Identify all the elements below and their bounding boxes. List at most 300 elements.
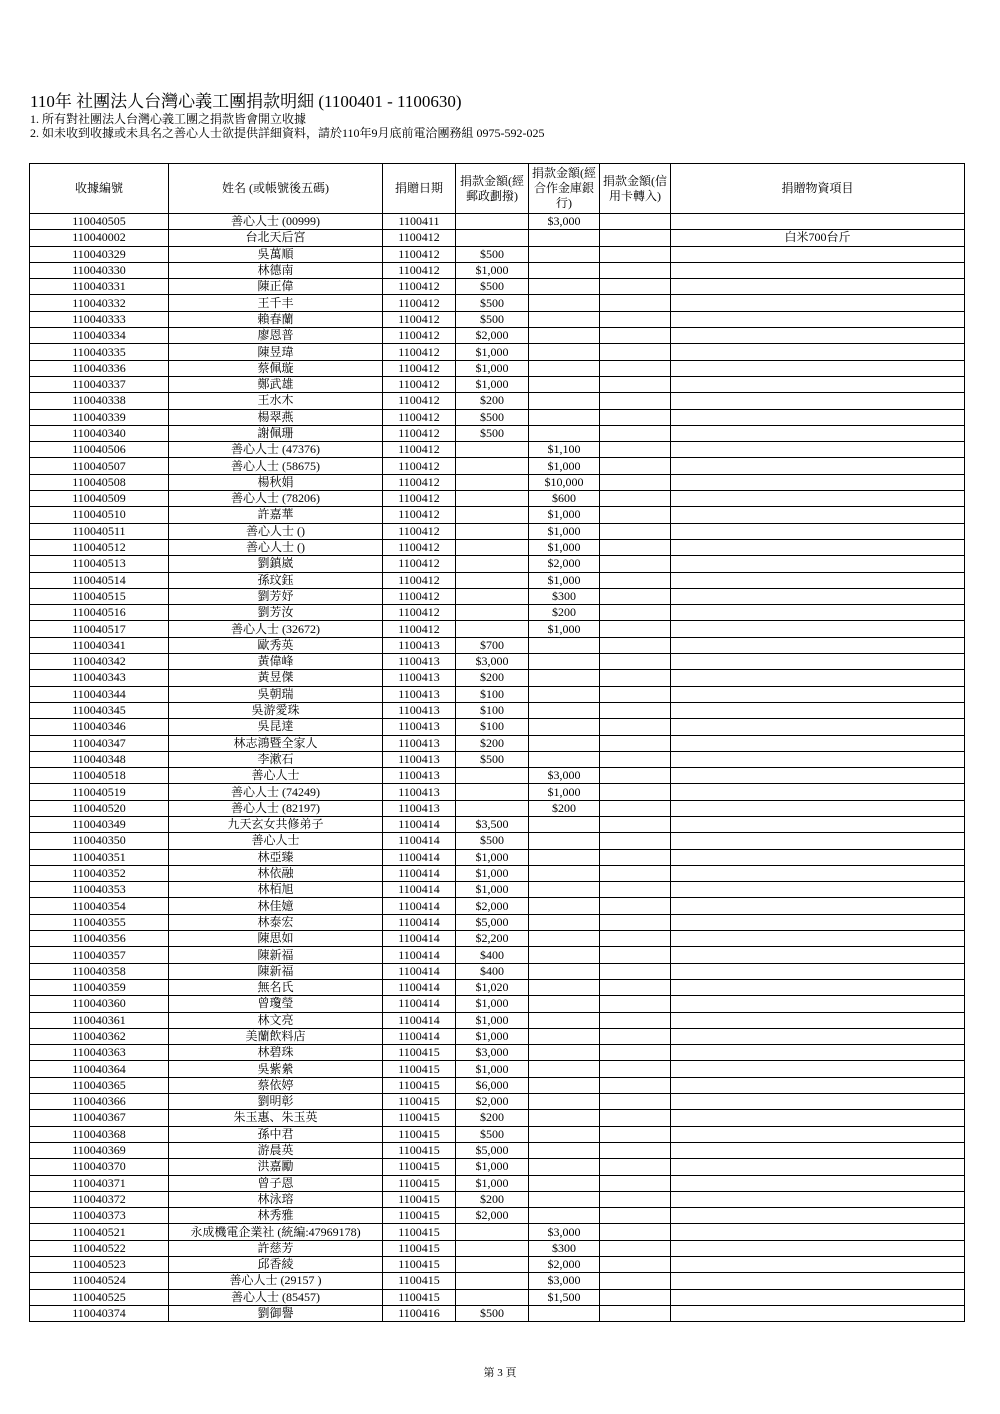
credit-card-amount-cell: [600, 882, 671, 898]
bank-amount-cell: [529, 751, 600, 767]
donated-goods-cell: [671, 1142, 965, 1158]
date-cell: 1100412: [383, 328, 456, 344]
donated-goods-cell: [671, 882, 965, 898]
credit-card-amount-cell: [600, 1305, 671, 1321]
bank-amount-cell: [529, 344, 600, 360]
table-row: [30, 262, 965, 278]
postal-amount-cell: $5,000: [456, 1142, 529, 1158]
donated-goods-cell: [671, 605, 965, 621]
column-header-name: 姓名 (或帳號後五碼): [169, 164, 383, 214]
receipt-no-cell: 110040357: [30, 947, 169, 963]
page-title: 110年 社團法人台灣心義工團捐款明細 (1100401 - 1100630): [30, 92, 462, 111]
table-row: [30, 996, 965, 1012]
donated-goods-cell: [671, 947, 965, 963]
receipt-no-cell: 110040363: [30, 1045, 169, 1061]
receipt-no-cell: 110040505: [30, 214, 169, 230]
receipt-no-cell: 110040515: [30, 588, 169, 604]
donated-goods-cell: [671, 768, 965, 784]
date-cell: 1100413: [383, 686, 456, 702]
receipt-no-cell: 110040514: [30, 572, 169, 588]
postal-amount-cell: [456, 214, 529, 230]
donated-goods-cell: [671, 328, 965, 344]
receipt-no-cell: 110040358: [30, 963, 169, 979]
table-row: [30, 898, 965, 914]
postal-amount-cell: $2,000: [456, 898, 529, 914]
credit-card-amount-cell: [600, 1240, 671, 1256]
bank-amount-cell: $3,000: [529, 1224, 600, 1240]
table-row: [30, 246, 965, 262]
donated-goods-cell: [671, 931, 965, 947]
name-cell: 林栢旭: [169, 882, 383, 898]
name-cell: 林泳瑢: [169, 1191, 383, 1207]
table-row: [30, 556, 965, 572]
credit-card-amount-cell: [600, 768, 671, 784]
donated-goods-cell: [671, 719, 965, 735]
date-cell: 1100414: [383, 833, 456, 849]
postal-amount-cell: [456, 491, 529, 507]
donated-goods-cell: [671, 1159, 965, 1175]
date-cell: 1100412: [383, 556, 456, 572]
donated-goods-cell: [671, 654, 965, 670]
bank-amount-cell: [529, 1208, 600, 1224]
receipt-no-cell: 110040336: [30, 360, 169, 376]
date-cell: 1100413: [383, 702, 456, 718]
postal-amount-cell: $500: [456, 1126, 529, 1142]
name-cell: 洪嘉勵: [169, 1159, 383, 1175]
bank-amount-cell: $10,000: [529, 474, 600, 490]
postal-amount-cell: [456, 523, 529, 539]
credit-card-amount-cell: [600, 246, 671, 262]
date-cell: 1100412: [383, 474, 456, 490]
bank-amount-cell: [529, 947, 600, 963]
credit-card-amount-cell: [600, 1175, 671, 1191]
table-row: [30, 1289, 965, 1305]
name-cell: 吳萬順: [169, 246, 383, 262]
column-header-receipt-no: 收據編號: [30, 164, 169, 214]
date-cell: 1100414: [383, 1028, 456, 1044]
date-cell: 1100412: [383, 262, 456, 278]
credit-card-amount-cell: [600, 1273, 671, 1289]
table-row: [30, 931, 965, 947]
donated-goods-cell: [671, 996, 965, 1012]
donated-goods-cell: [671, 214, 965, 230]
table-row: [30, 344, 965, 360]
postal-amount-cell: $1,000: [456, 1028, 529, 1044]
receipt-no-cell: 110040356: [30, 931, 169, 947]
credit-card-amount-cell: [600, 507, 671, 523]
postal-amount-cell: [456, 621, 529, 637]
table-body: [30, 214, 965, 1322]
postal-amount-cell: $100: [456, 702, 529, 718]
name-cell: 吳游愛珠: [169, 702, 383, 718]
table-row: [30, 588, 965, 604]
postal-amount-cell: $500: [456, 409, 529, 425]
date-cell: 1100415: [383, 1061, 456, 1077]
receipt-no-cell: 110040374: [30, 1305, 169, 1321]
receipt-no-cell: 110040350: [30, 833, 169, 849]
donated-goods-cell: [671, 735, 965, 751]
credit-card-amount-cell: [600, 637, 671, 653]
credit-card-amount-cell: [600, 751, 671, 767]
donated-goods-cell: [671, 458, 965, 474]
table-row: [30, 376, 965, 392]
table-row: [30, 1208, 965, 1224]
postal-amount-cell: $400: [456, 947, 529, 963]
date-cell: 1100412: [383, 279, 456, 295]
date-cell: 1100413: [383, 670, 456, 686]
receipt-no-cell: 110040329: [30, 246, 169, 262]
table-row: [30, 1159, 965, 1175]
donated-goods-cell: [671, 262, 965, 278]
postal-amount-cell: $1,000: [456, 1012, 529, 1028]
receipt-no-cell: 110040372: [30, 1191, 169, 1207]
postal-amount-cell: [456, 507, 529, 523]
receipt-no-cell: 110040371: [30, 1175, 169, 1191]
name-cell: 許慈芳: [169, 1240, 383, 1256]
bank-amount-cell: [529, 328, 600, 344]
date-cell: 1100414: [383, 979, 456, 995]
donated-goods-cell: [671, 1126, 965, 1142]
postal-amount-cell: [456, 556, 529, 572]
postal-amount-cell: $2,000: [456, 328, 529, 344]
bank-amount-cell: [529, 279, 600, 295]
name-cell: 楊翠燕: [169, 409, 383, 425]
column-header-date: 捐贈日期: [383, 164, 456, 214]
postal-amount-cell: [456, 605, 529, 621]
name-cell: 九天玄女共修弟子: [169, 816, 383, 832]
credit-card-amount-cell: [600, 702, 671, 718]
credit-card-amount-cell: [600, 360, 671, 376]
date-cell: 1100415: [383, 1289, 456, 1305]
table-row: [30, 539, 965, 555]
receipt-no-cell: 110040334: [30, 328, 169, 344]
bank-amount-cell: [529, 1061, 600, 1077]
donated-goods-cell: [671, 1208, 965, 1224]
bank-amount-cell: [529, 637, 600, 653]
column-header-bank-amount: 捐款金額(經合作金庫銀行): [529, 164, 600, 214]
receipt-no-cell: 110040345: [30, 702, 169, 718]
bank-amount-cell: [529, 719, 600, 735]
postal-amount-cell: [456, 784, 529, 800]
donated-goods-cell: [671, 621, 965, 637]
receipt-no-cell: 110040338: [30, 393, 169, 409]
credit-card-amount-cell: [600, 279, 671, 295]
receipt-no-cell: 110040359: [30, 979, 169, 995]
donated-goods-cell: [671, 507, 965, 523]
donated-goods-cell: [671, 376, 965, 392]
postal-amount-cell: [456, 474, 529, 490]
name-cell: 陳昱瑋: [169, 344, 383, 360]
credit-card-amount-cell: [600, 833, 671, 849]
name-cell: 台北天后宮: [169, 230, 383, 246]
bank-amount-cell: $300: [529, 1240, 600, 1256]
bank-amount-cell: [529, 979, 600, 995]
postal-amount-cell: $500: [456, 751, 529, 767]
receipt-no-cell: 110040506: [30, 442, 169, 458]
credit-card-amount-cell: [600, 670, 671, 686]
name-cell: 劉芳妤: [169, 588, 383, 604]
donated-goods-cell: [671, 360, 965, 376]
table-row: [30, 214, 965, 230]
bank-amount-cell: $600: [529, 491, 600, 507]
name-cell: 吳紫縈: [169, 1061, 383, 1077]
bank-amount-cell: $1,500: [529, 1289, 600, 1305]
bank-amount-cell: $3,000: [529, 1273, 600, 1289]
bank-amount-cell: [529, 1191, 600, 1207]
table-header-row: [30, 164, 965, 214]
table-row: [30, 1028, 965, 1044]
donated-goods-cell: [671, 637, 965, 653]
bank-amount-cell: [529, 1142, 600, 1158]
date-cell: 1100415: [383, 1208, 456, 1224]
date-cell: 1100413: [383, 719, 456, 735]
date-cell: 1100414: [383, 1012, 456, 1028]
postal-amount-cell: [456, 1224, 529, 1240]
name-cell: 吳朝瑞: [169, 686, 383, 702]
receipt-no-cell: 110040364: [30, 1061, 169, 1077]
table-row: [30, 849, 965, 865]
credit-card-amount-cell: [600, 816, 671, 832]
name-cell: 李漱石: [169, 751, 383, 767]
bank-amount-cell: $1,100: [529, 442, 600, 458]
postal-amount-cell: $1,000: [456, 262, 529, 278]
bank-amount-cell: $2,000: [529, 556, 600, 572]
donated-goods-cell: [671, 1289, 965, 1305]
receipt-no-cell: 110040347: [30, 735, 169, 751]
name-cell: 林秀雅: [169, 1208, 383, 1224]
donated-goods-cell: [671, 344, 965, 360]
date-cell: 1100414: [383, 865, 456, 881]
receipt-no-cell: 110040517: [30, 621, 169, 637]
name-cell: 陳思如: [169, 931, 383, 947]
bank-amount-cell: [529, 882, 600, 898]
postal-amount-cell: $6,000: [456, 1077, 529, 1093]
date-cell: 1100412: [383, 605, 456, 621]
receipt-no-cell: 110040342: [30, 654, 169, 670]
credit-card-amount-cell: [600, 914, 671, 930]
bank-amount-cell: [529, 1175, 600, 1191]
donated-goods-cell: [671, 1061, 965, 1077]
credit-card-amount-cell: [600, 1257, 671, 1273]
table-row: [30, 654, 965, 670]
postal-amount-cell: [456, 1273, 529, 1289]
credit-card-amount-cell: [600, 262, 671, 278]
donated-goods-cell: [671, 1305, 965, 1321]
donated-goods-cell: [671, 1224, 965, 1240]
table-row: [30, 491, 965, 507]
name-cell: 善心人士 (74249): [169, 784, 383, 800]
bank-amount-cell: $1,000: [529, 621, 600, 637]
receipt-no-cell: 110040520: [30, 800, 169, 816]
postal-amount-cell: [456, 1240, 529, 1256]
receipt-no-cell: 110040512: [30, 539, 169, 555]
bank-amount-cell: [529, 246, 600, 262]
name-cell: 林志鴻暨全家人: [169, 735, 383, 751]
donated-goods-cell: [671, 963, 965, 979]
name-cell: 林佳嬑: [169, 898, 383, 914]
postal-amount-cell: $2,000: [456, 1208, 529, 1224]
table-row: [30, 328, 965, 344]
date-cell: 1100415: [383, 1045, 456, 1061]
name-cell: 朱玉惠、朱玉英: [169, 1110, 383, 1126]
name-cell: 吳昆達: [169, 719, 383, 735]
donated-goods-cell: [671, 751, 965, 767]
postal-amount-cell: $3,500: [456, 816, 529, 832]
date-cell: 1100411: [383, 214, 456, 230]
bank-amount-cell: [529, 393, 600, 409]
bank-amount-cell: $3,000: [529, 768, 600, 784]
postal-amount-cell: $100: [456, 686, 529, 702]
credit-card-amount-cell: [600, 425, 671, 441]
receipt-no-cell: 110040519: [30, 784, 169, 800]
postal-amount-cell: $200: [456, 1110, 529, 1126]
table-row: [30, 816, 965, 832]
donated-goods-cell: [671, 279, 965, 295]
table-row: [30, 425, 965, 441]
receipt-no-cell: 110040369: [30, 1142, 169, 1158]
credit-card-amount-cell: [600, 931, 671, 947]
receipt-no-cell: 110040507: [30, 458, 169, 474]
table-row: [30, 409, 965, 425]
bank-amount-cell: [529, 425, 600, 441]
receipt-no-cell: 110040351: [30, 849, 169, 865]
receipt-no-cell: 110040522: [30, 1240, 169, 1256]
donated-goods-cell: [671, 572, 965, 588]
bank-amount-cell: [529, 376, 600, 392]
table-row: [30, 719, 965, 735]
name-cell: 曾瓊瑩: [169, 996, 383, 1012]
name-cell: 陳新福: [169, 963, 383, 979]
date-cell: 1100415: [383, 1094, 456, 1110]
receipt-no-cell: 110040373: [30, 1208, 169, 1224]
date-cell: 1100412: [383, 409, 456, 425]
credit-card-amount-cell: [600, 1110, 671, 1126]
date-cell: 1100414: [383, 947, 456, 963]
postal-amount-cell: $2,200: [456, 931, 529, 947]
credit-card-amount-cell: [600, 979, 671, 995]
receipt-no-cell: 110040511: [30, 523, 169, 539]
date-cell: 1100412: [383, 425, 456, 441]
name-cell: 陳正偉: [169, 279, 383, 295]
name-cell: 林依融: [169, 865, 383, 881]
receipt-no-cell: 110040349: [30, 816, 169, 832]
receipt-no-cell: 110040524: [30, 1273, 169, 1289]
table-row: [30, 1224, 965, 1240]
bank-amount-cell: [529, 735, 600, 751]
column-header-postal-amount: 捐款金額(經郵政劃撥): [456, 164, 529, 214]
date-cell: 1100415: [383, 1077, 456, 1093]
donated-goods-cell: [671, 1110, 965, 1126]
table-row: [30, 702, 965, 718]
credit-card-amount-cell: [600, 1077, 671, 1093]
date-cell: 1100413: [383, 768, 456, 784]
table-row: [30, 979, 965, 995]
postal-amount-cell: $5,000: [456, 914, 529, 930]
bank-amount-cell: [529, 360, 600, 376]
date-cell: 1100412: [383, 246, 456, 262]
table-row: [30, 751, 965, 767]
receipt-no-cell: 110040518: [30, 768, 169, 784]
credit-card-amount-cell: [600, 328, 671, 344]
donated-goods-cell: [671, 865, 965, 881]
bank-amount-cell: [529, 311, 600, 327]
postal-amount-cell: $400: [456, 963, 529, 979]
donated-goods-cell: [671, 523, 965, 539]
table-row: [30, 686, 965, 702]
credit-card-amount-cell: [600, 1094, 671, 1110]
postal-amount-cell: $500: [456, 1305, 529, 1321]
note-contact: 2. 如未收到收據或未具名之善心人士欲提供詳細資料，請於110年9月底前電洽團務組 0975-592-025: [30, 126, 545, 140]
date-cell: 1100412: [383, 295, 456, 311]
date-cell: 1100412: [383, 376, 456, 392]
bank-amount-cell: $1,000: [529, 523, 600, 539]
name-cell: 孫玟鈺: [169, 572, 383, 588]
receipt-no-cell: 110040335: [30, 344, 169, 360]
table-row: [30, 735, 965, 751]
bank-amount-cell: $1,000: [529, 507, 600, 523]
date-cell: 1100412: [383, 442, 456, 458]
receipt-no-cell: 110040355: [30, 914, 169, 930]
bank-amount-cell: $1,000: [529, 539, 600, 555]
credit-card-amount-cell: [600, 1126, 671, 1142]
credit-card-amount-cell: [600, 654, 671, 670]
date-cell: 1100415: [383, 1142, 456, 1158]
postal-amount-cell: [456, 572, 529, 588]
credit-card-amount-cell: [600, 719, 671, 735]
receipt-no-cell: 110040362: [30, 1028, 169, 1044]
bank-amount-cell: [529, 670, 600, 686]
name-cell: 善心人士 (32672): [169, 621, 383, 637]
donated-goods-cell: [671, 409, 965, 425]
donation-table: [29, 163, 965, 1322]
postal-amount-cell: [456, 768, 529, 784]
date-cell: 1100412: [383, 393, 456, 409]
name-cell: 蔡依婷: [169, 1077, 383, 1093]
postal-amount-cell: [456, 539, 529, 555]
credit-card-amount-cell: [600, 458, 671, 474]
table-row: [30, 1305, 965, 1321]
table-row: [30, 1191, 965, 1207]
receipt-no-cell: 110040509: [30, 491, 169, 507]
donated-goods-cell: [671, 474, 965, 490]
date-cell: 1100413: [383, 735, 456, 751]
name-cell: 劉芳汝: [169, 605, 383, 621]
table-row: [30, 1257, 965, 1273]
postal-amount-cell: $200: [456, 735, 529, 751]
bank-amount-cell: [529, 1012, 600, 1028]
receipt-no-cell: 110040513: [30, 556, 169, 572]
date-cell: 1100415: [383, 1257, 456, 1273]
date-cell: 1100412: [383, 491, 456, 507]
date-cell: 1100413: [383, 654, 456, 670]
postal-amount-cell: $200: [456, 670, 529, 686]
postal-amount-cell: $200: [456, 1191, 529, 1207]
credit-card-amount-cell: [600, 539, 671, 555]
donated-goods-cell: [671, 833, 965, 849]
bank-amount-cell: [529, 654, 600, 670]
donated-goods-cell: [671, 1257, 965, 1273]
donated-goods-cell: 白米700台斤: [671, 230, 965, 246]
table-row: [30, 474, 965, 490]
credit-card-amount-cell: [600, 1224, 671, 1240]
name-cell: 善心人士 (29157 ): [169, 1273, 383, 1289]
donated-goods-cell: [671, 1273, 965, 1289]
bank-amount-cell: [529, 865, 600, 881]
name-cell: 劉御譽: [169, 1305, 383, 1321]
table-row: [30, 670, 965, 686]
receipt-no-cell: 110040330: [30, 262, 169, 278]
postal-amount-cell: $500: [456, 279, 529, 295]
